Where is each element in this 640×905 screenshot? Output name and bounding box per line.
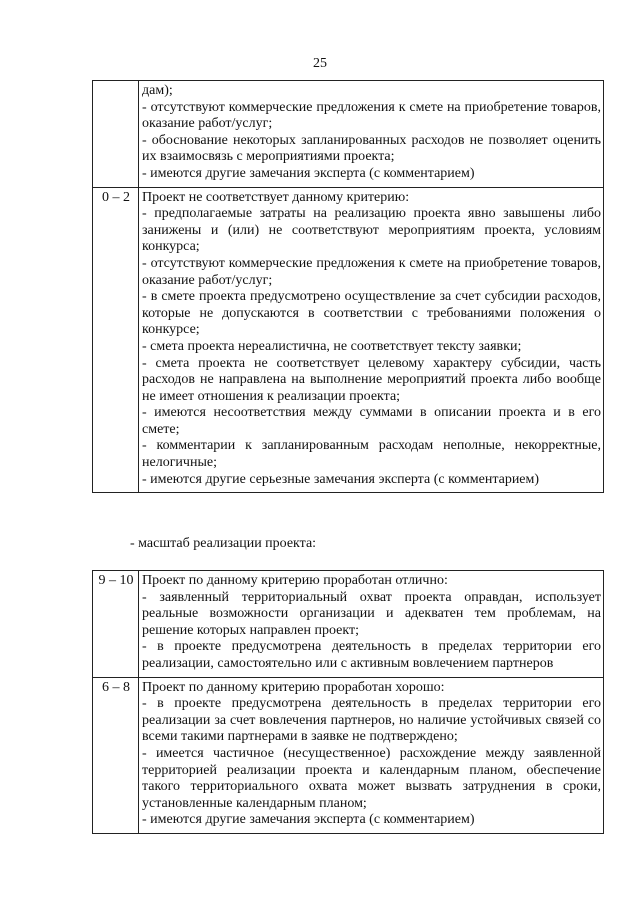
description-cell <box>139 187 604 493</box>
description-line: - имеются другие замечания эксперта (с комментарием) <box>142 165 475 181</box>
description-line: - заявленный территориальный охват проекта оправдан, использует реальные возможности организации и адекватен тем проблемам, на решение которых направлен проект; <box>142 589 601 638</box>
description-cell <box>139 81 604 188</box>
description-line: - имеются другие замечания эксперта (с комментарием) <box>142 812 475 828</box>
description-line: Проект по данному критерию проработан отлично: <box>142 573 448 588</box>
table-row <box>93 187 604 493</box>
description-line: - предполагаемые затраты на реализацию проекта явно завышены либо занижены и (или) не соответствуют мероприятиям проекта, условиям конкурса; <box>142 206 601 255</box>
criteria-table-budget <box>92 80 604 493</box>
description-line: - обоснование некоторых запланированных расходов не позволяет оценить их взаимосвязь с мероприятиями проекта; <box>142 132 601 165</box>
description-cell <box>139 677 604 833</box>
table-row <box>93 677 604 833</box>
description-line: - смета проекта нереалистична, не соответствует тексту заявки; <box>142 338 522 354</box>
description-line: - имеется частичное (несущественное) расхождение между заявленной территорией реализации проекта и календарным планом, обеспечение такого территориального охвата может вызвать затруднения в сроки, установленные календарным планом; <box>142 745 601 811</box>
description-line: - имеются другие серьезные замечания эксперта (с комментарием) <box>142 471 540 487</box>
table-row <box>93 81 604 188</box>
description-line: - комментарии к запланированным расходам неполные, некорректные, нелогичные; <box>142 438 601 471</box>
description-line: дам); <box>142 83 173 98</box>
description-line: - в смете проекта предусмотрено осуществление за счет субсидии расходов, которые не допускаются в соответствии с требованиями положения о конкурсе; <box>142 289 601 338</box>
section-heading: - масштаб реализации проекта: <box>130 536 317 551</box>
description-line: - отсутствуют коммерческие предложения к смете на приобретение товаров, оказание работ/услуг; <box>142 99 601 132</box>
description-cell <box>139 571 604 678</box>
score-cell: 0 – 2 <box>93 187 139 493</box>
table-row <box>93 571 604 678</box>
score-cell: 6 – 8 <box>93 677 139 833</box>
description-line: - смета проекта не соответствует целевому характеру субсидии, часть расходов не направлена на выполнение мероприятий проекта либо вообще не имеет отношения к реализации проекта; <box>142 355 601 404</box>
description-line: Проект по данному критерию проработан хорошо: <box>142 679 445 695</box>
description-line: - в проекте предусмотрена деятельность в пределах территории его реализации, самостоятельно или с активным вовлечением партнеров <box>142 639 601 671</box>
page-number: 25 <box>313 56 327 71</box>
criteria-table-scale <box>92 570 604 834</box>
description-line: - в проекте предусмотрена деятельность в пределах территории его реализации за счет вовлечения партнеров, но наличие устойчивых связей со всеми такими партнерами в заявке не подтверждено; <box>142 696 601 745</box>
description-line: - отсутствуют коммерческие предложения к смете на приобретение товаров, оказание работ/услуг; <box>142 255 601 288</box>
score-cell <box>93 81 139 188</box>
score-cell: 9 – 10 <box>93 571 139 678</box>
description-line: Проект не соответствует данному критерию: <box>142 189 410 205</box>
description-line: - имеются несоответствия между суммами в описании проекта и в его смете; <box>142 405 601 437</box>
